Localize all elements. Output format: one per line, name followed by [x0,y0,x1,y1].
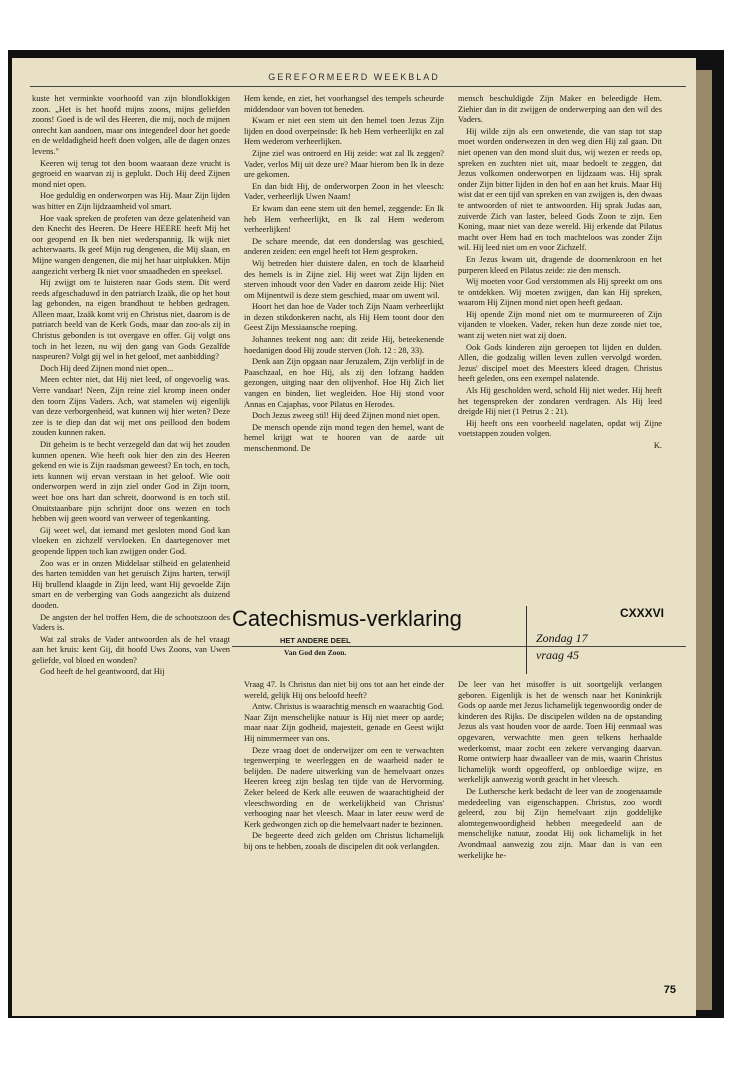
paragraph: Antw. Christus is waarachtig mensch en waarachtig God. Naar Zijn menschelijke natuur is Hij niet meer op aarde; maar naar Zijn godheid, majesteit, genade en Geest wijkt Hij nimmermeer van ons. [244,702,444,743]
paragraph: Dit geheim is te hecht verzegeld dan dat wij het zouden kunnen openen. Wie heeft ook hier den zin des Heeren gekend en wie is Zijn raadsman geweest? En toch, en toch, iets kunnen wij ervan verstaan in het geloof. Wie ooit onderworpen werd in zijn ziel onder God in Zijn toorn, weet hoe ons hart dan schreit, doorwond is en toch stil. Onuitstaanbare pijn schrijnt door ons wezen en toch hebben wij geen woord van verweer of tegenkanting. [32,440,230,524]
paragraph: Hoort het dan hoe de Vader toch Zijn Naam verheerlijkt in dezen stikdonkeren nacht, als Hij Hem toont door den Geest Zijn Messiaansche roeping. [244,302,444,333]
paragraph: God heeft de hel geantwoord, dat Hij [40,667,165,677]
section-title: Catechismus-verklaring [232,606,462,631]
column-3 [458,94,662,453]
paragraph: Kwam er niet een stem uit den hemel toen Jezus Zijn lijden en dood overpeinsde: Ik heb Hem verheerlijkt en zal Hem wederom verheerlijken. [244,116,444,147]
paragraph: Hij heeft ons een voorbeeld nagelaten, opdat wij Zijne voetstappen zouden volgen. [458,418,662,439]
page-number: 75 [663,984,676,996]
paragraph: De leer van het misoffer is uit soortgelijk verlangen geboren. Eigenlijk is het de wensch naar het Koninkrijk Gods op aarde met Jezus lichamelijk tegenwoordig onder de kinderen des Rijks. De discipelen wilden na de opstanding Jezus als vast houden voor de aarde. Toen Hij eenmaal was opgevaren, verwachtte men geen telkens herhaalde wederkomst, maar zocht een zekere vervanging daarvan. Rome ontwierp haar dwaalleer van de mis, waarin Christus lichamelijk wordt opgeofferd, op onbloedige wijze, en werkelijk aanwezig wordt geacht in het vleesch. [458,680,662,785]
paragraph: kuste het verminkte voorhoofd van zijn blondlokkigen zoon. „Het is het hoofd mijns zoons, mijns geliefden zoons! Goed is de wil des Heeren, die mij, noch de mijnen onrecht kan aandoen, maar ons integendeel door het goede en de weldadigheid heeft doen volgen, alle de dagen onzes levens." [32,94,230,156]
paragraph: Doch Hij deed Zijnen mond niet open... [40,363,174,373]
paragraph: En Jezus kwam uit, dragende de doornenkroon en het purperen kleed en Pilatus zeide: zie den mensch. [458,254,662,275]
paragraph: Doch Jezus zweeg stil! Hij deed Zijnen mond niet open. [252,411,440,421]
paragraph: Ook Gods kinderen zijn geroepen tot lijden en dulden. Allen, die godzalig willen leven zullen vervolgd worden. Jezus' discipel moet des Meesters kleed dragen. Christus heeft geleden, ons een exempel nalatende. [458,342,662,384]
paragraph: Hoe geduldig en onderworpen was Hij. Maar Zijn lijden was bitter en Zijn lijdzaamheid vol smart. [32,191,230,211]
section-divider [526,606,527,674]
paragraph: Vraag 47. Is Christus dan niet bij ons tot aan het einde der wereld, gelijk Hij ons beloofd heeft? [244,680,444,700]
paragraph: Er kwam dan eene stem uit den hemel, zeggende: En Ik heb Hem verheerlijkt, en Ik zal Hem wederom verheerlijken! [244,203,444,235]
section-part-sub: Van God den Zoon. [284,648,347,657]
paragraph: Hij wilde zijn als een onwetende, die van stap tot stap moet worden onderwezen in den weg dien Hij zal gaan. Dit niet openen van den mond sluit dus, wij wezen er reeds op, spreken en zuchten niet uit, maar bedoelt te zeggen, dat Jezus volkomen onderworpen en lijdzaam was. Hij sprak onder Zijn bitter lijden in den hof en aan het kruis. Maar Hij wist dat er een tijd van spreken en van zwijgen is, den dwaas te antwoorden of niet te antwoorden. Hij sprak Judas aan, zuiverde Zich van laster, beleed Gods Zoon te zijn. Een Koning, maar niet van deze wereld. Hij erkende dat Pilatus macht over Hem had en toch machteloos was zonder Zijn wil. Hij leed niet om en voor Zichzelf. [458,126,662,253]
newspaper-page [12,58,696,1016]
running-header: GEREFORMEERD WEEKBLAD [268,72,440,82]
paragraph: De mensch opende zijn mond tegen den hemel, want de hemel krijgt wat te hooren van de aarde uit menschenmond. De [244,422,444,453]
paragraph: Gij weet wel, dat iemand met gesloten mond God kan vloeken en zichzelf vervloeken. En daartegenover met geopende lippen toch kan zwijgen onder God. [32,525,230,556]
paragraph: mensch beschuldigde Zijn Maker en beleedigde Hem. Ziehier dan in dit zwijgen de onderwerping aan den wil des Vaders. [458,94,662,125]
paragraph: Wij betreden hier duistere dalen, en toch de klaarheid des hemels is in Zijne ziel. Hij weet wat Zijn lijden en sterven inhoudt voor den Vader en daarom zeide Hij: Niet om Mijnentwil is deze stem geschied, maar om uwent wil. [244,258,444,300]
vraag-text: vraag 45 [536,648,579,662]
paragraph: Als Hij gescholden werd, schold Hij niet weder. Hij heeft het tegenspreken der zondaren verdragen. Als Hij leed dreigde Hij niet (1 Petrus 2 : 21). [458,386,662,417]
zondag-label [536,630,588,664]
paragraph: Johannes teekent nog aan: dit zeide Hij, beteekenende hoedanigen dood Hij zoude sterven (Joh. 12 : 28, 33). [244,335,444,355]
paragraph: De angsten der hel troffen Hem, die de schootszoon des Vaders is. [32,612,230,633]
catechism-column-1 [244,680,444,854]
paragraph: Hij opende Zijn mond niet om te murmureeren of Zijn vijanden te vloeken. Vader, reken hun deze zonde niet toe, want zij weten niet wat zij doen. [458,309,662,341]
paragraph: Denk aan Zijn opgaan naar Jeruzalem, Zijn verblijf in de Paaschzaal, en hoe Hij, als zij den lofzang hadden gezongen, uitging naar den olijvenhof. Hoe Hij Zich liet vangen en binden, liet wegleiden. Hoe Hij stond voor Annas en Cajaphas, voor Pilatus en Herodes. [244,357,444,409]
page-edge [696,70,712,1010]
paragraph: De schare meende, dat een donderslag was geschied, anderen zeiden: een engel heeft tot Hem gesproken. [244,236,444,257]
section-number: CXXXVI [620,606,665,620]
paragraph: En dan bidt Hij, de onderworpen Zoon in het vleesch: Vader, verheerlijk Uwen Naam! [244,181,444,202]
paragraph: Zijne ziel was ontroerd en Hij zeide: wat zal Ik zeggen? Vader, verlos Mij uit deze ure? Maar hierom ben Ik in deze ure gekomen. [244,148,444,180]
zondag-text: Zondag 17 [536,631,588,645]
paragraph: Hem kende, en ziet, het voorhangsel des tempels scheurde middendoor van boven tot beneden. [244,94,444,114]
paragraph: Hoe vaak spreken de profeten van deze gelatenheid van den Knecht des Heeren. De Heere HEERE heeft Mij het oor geopend en Ik ben niet wederspannig. Ik wijk niet achterwaarts. Ik geef Mijn rug dengenen, die Mij slaan, en Mijne wangen dengenen, die mij het haar uitplukken. Mijn aangezicht verberg Ik niet voor smaadheden en speeksel. [32,213,230,276]
paragraph: De begeerte deed zich gelden om Christus lichamelijk bij ons te hebben, zooals de discipelen dit ook verlangden. [244,831,444,851]
header-rule [30,86,686,87]
paragraph: De Luthersche kerk bedacht de leer van de zoogenaamde mededeeling van eigenschappen. Christus, zoo wordt geleerd, zou bij Zijn hemelvaart zijn goddelijke alomtegenwoordigheid hebben meegedeeld aan de menschelijke natuur, zoodat Hij ook lichamelijk in het Avondmaal aanwezig zou zijn. Maar dan is van een werkelijke he- [458,786,662,860]
paragraph: Wat zal straks de Vader antwoorden als de hel vraagt aan het kruis: kent Gij, dit hoofd Uws Zoons, van Uwen geliefde, vol bloed en wonden? [32,634,230,665]
section-rule [232,646,686,647]
paragraph: Deze vraag doet de onderwijzer om een te verwachten tegenwerping te weerleggen en de waarheid nader te belijden. De nadere uitwerking van de hemelvaart onzes Heeren kreeg zijn beslag ten tijde van de Hervorming. Zeker beleed de Kerk alle eeuwen de waarachtigheid der vleeschwording en de werkelijkheid van Christus' verhooging naar het vleesch. Maar in later eeuw werd de Kerk gedwongen zich op die hemelvaart nader te bezinnen. [244,745,444,829]
section-part: HET ANDERE DEEL [280,636,351,645]
paragraph: Meen echter niet, dat Hij niet leed, of ongevoelig was. Verre vandaar! Neen, Zijn reine ziel kromp ineen onder den toorn Zijns Vaders. Ach, wat stamelen wij eigenlijk van deze verborgenheid, wat kunnen wij hier weten? Deze zee is te diep dan dat wij met ons peillood den bodem zouden kunnen raken. [32,375,230,438]
paragraph: Zoo was er in onzen Middelaar stilheid en gelatenheid des harten temidden van het geruisch Zijns harten, terwijl Hij brullend klaagde in Zijn leed, want Hij gevoelde Zijn smart en de verberging van Gods aangezicht als duizend dooden. [32,558,230,610]
paragraph: Keeren wij terug tot den boom waaraan deze vrucht is gegroeid en waarvan zij is geplukt. Doch Hij deed Zijnen mond niet open. [32,158,230,189]
paragraph: Wij moeten voor God verstommen als Hij spreekt om ons te ontdekken. Wij moeten zwijgen, dan kan Hij spreken, waarom Hij Zijnen mond niet open heeft gedaan. [458,277,662,308]
catechism-column-2 [458,680,662,862]
signature: K. [653,441,662,450]
column-1 [32,94,230,679]
paragraph: Hij zwijgt om te luisteren naar Gods stem. Dit werd reeds afgeschaduwd in den patriarch Izaäk, die op het hout lag gebonden, na eigen brandhout te hebben gedragen. Alleen maar, Izaäk komt vrij en Christus niet, daarom is de patriarch beeld van de Kerk Gods, maar dan zoo-als zij in Christus gebonden is tot overgave en offer. Gij volgt ons toch in het lezen, nu wij den gang van Gods Gezalfde naspeuren? Volgt gij wel in het geloof, met aanbidding? [32,278,230,362]
column-2 [244,94,444,456]
